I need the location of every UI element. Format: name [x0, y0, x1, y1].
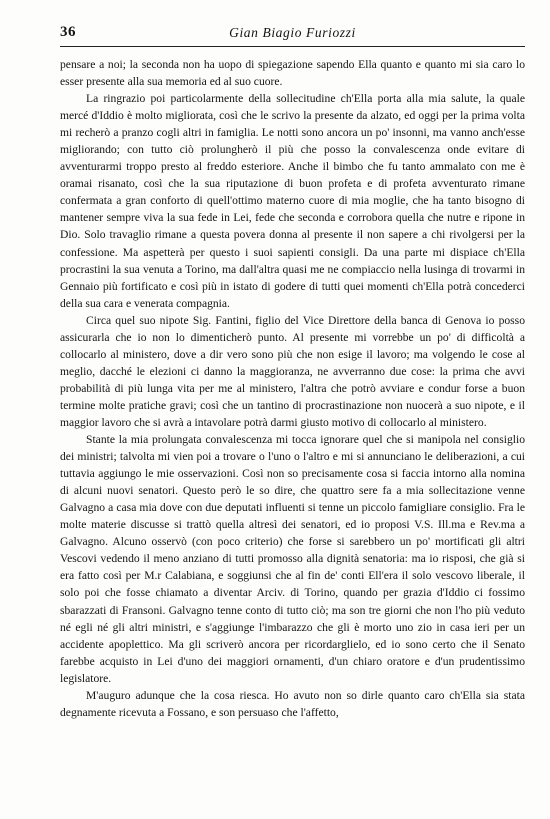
paragraph: Stante la mia prolungata convalescenza mi tocca ignorare quel che si manipola nel consiglio dei ministri; talvolta mi vien poi a trovare o l'uno o l'altro e mi si annunciano le deliberazioni, a cui tuttavia aggiungo le mie osservazioni. Così non so precisamente cosa si faccia intorno alla nomina di alcuni nuovi senatori. Questo però le so dire, che quattro sere fa a mia sollecitazione venne Galvagno a casa mia dove con due deputati influenti si tenne un piccolo famigliare consiglio. Fra le molte materie discusse si trattò quella altresì dei senatori, ed io proposi V.S. Ill.ma e Rev.ma a Galvagno. Alcuno osservò (con poco criterio) che forse si sarebbero un po' mortificati gli altri Vescovi vedendo il meno anziano di tutti promosso alla dignità senatoria: ma io risposi, che già si era fatto così per M.r Calabiana, e soggiunsi che al fin de' conti Ell'era il solo vescovo liberale, il solo poi che fosse chiamato a diventar Arciv. di Torino, quando per grazia d'Iddio ci fossimo sbarazzati di Fransoni. Galvagno tenne conto di tutto ciò; ma son tre giorni che non l'ho più veduto né egli né gli altri ministri, e s'aggiunge l'imbarazzo che gli è morto uno zio in casa ieri per un accidente apoplettico. Ma gli scriverò ancora per ricordarglielo, ed io sono certo che il Senato farebbe acquisto in Lei d'uno dei maggiori ornamenti, d'un chiaro oratore e d'un prudentissimo legislatore.	[60, 433, 525, 685]
paragraph: M'auguro adunque che la cosa riesca. Ho avuto non so dirle quanto caro ch'Ella sia stata degnamente ricevuta a Fossano, e son persuaso che l'affetto,	[60, 688, 525, 719]
running-head: Gian Biagio Furiozzi	[229, 25, 356, 40]
page-header	[60, 24, 525, 46]
paragraph: pensare a noi; la seconda non ha uopo di spiegazione sapendo Ella quanto e quanto mi sia caro lo esser presente alla sua memoria ed al suo cuore.	[60, 58, 525, 89]
paragraph: La ringrazio poi particolarmente della sollecitudine ch'Ella porta alla mia salute, la quale mercé d'Iddio è molto migliorata, così che le scrivo la presente da alzato, ed oggi per la prima volta mi recherò a pranzo cogli altri in famiglia. Le notti sono ancora un po' insonni, ma vanno anch'esse migliorando; con tutto ciò prolungherò il più che posso la convalescenza onde evitare di avventurarmi troppo presto al freddo esteriore. Anche il bimbo che fu tanto ammalato con me è oramai risanato, così che la sua riputazione di buon profeta e di profeta avventurato rimane confermata a gran conforto di quell'ottimo materno cuore di mia moglie, che ha tanto bisogno di mantener sempre viva la sua fede in Lei, fede che seconda e corrobora quella che nutre e ripone in Dio. Solo travaglio rimane a questa povera donna al presente il non sapere a chi rivolgersi per la confessione. Ma aspetterà per questo i suoi sapienti consigli. Da una parte mi dispiace ch'Ella procrastini la sua venuta a Torino, ma dall'altra quasi me ne compiaccio nella lusinga di trovarmi in Gennaio più fortificato e così più in istato di godere di tutti quei momenti ch'Ella potrà concederci della sua cara e venerata compagnia.	[60, 92, 525, 310]
paragraph: Circa quel suo nipote Sig. Fantini, figlio del Vice Direttore della banca di Genova io posso assicurarla che io non lo dimenticherò punto. Al presente mi vorrebbe un po' di difficoltà a collocarlo al ministero, dove a dir vero sono più che non esige il lavoro; ma volgendo le cose al meglio, dacché le elezioni ci danno la maggioranza, ne avverranno due cose: la prima che avvi probabilità di più lunga vita per me al ministero, l'altra che potrò avviare e condur forse a buon termine molte pratiche gravi; così che un tantino di procrastinazione non nuocerà a suo nipote, e il maggior lavoro che si avrà a intavolare potrà darmi giusto motivo di collocarlo al ministero.	[60, 313, 525, 429]
header-rule	[60, 46, 525, 47]
page-number: 36	[60, 24, 76, 40]
body-text	[60, 56, 525, 721]
